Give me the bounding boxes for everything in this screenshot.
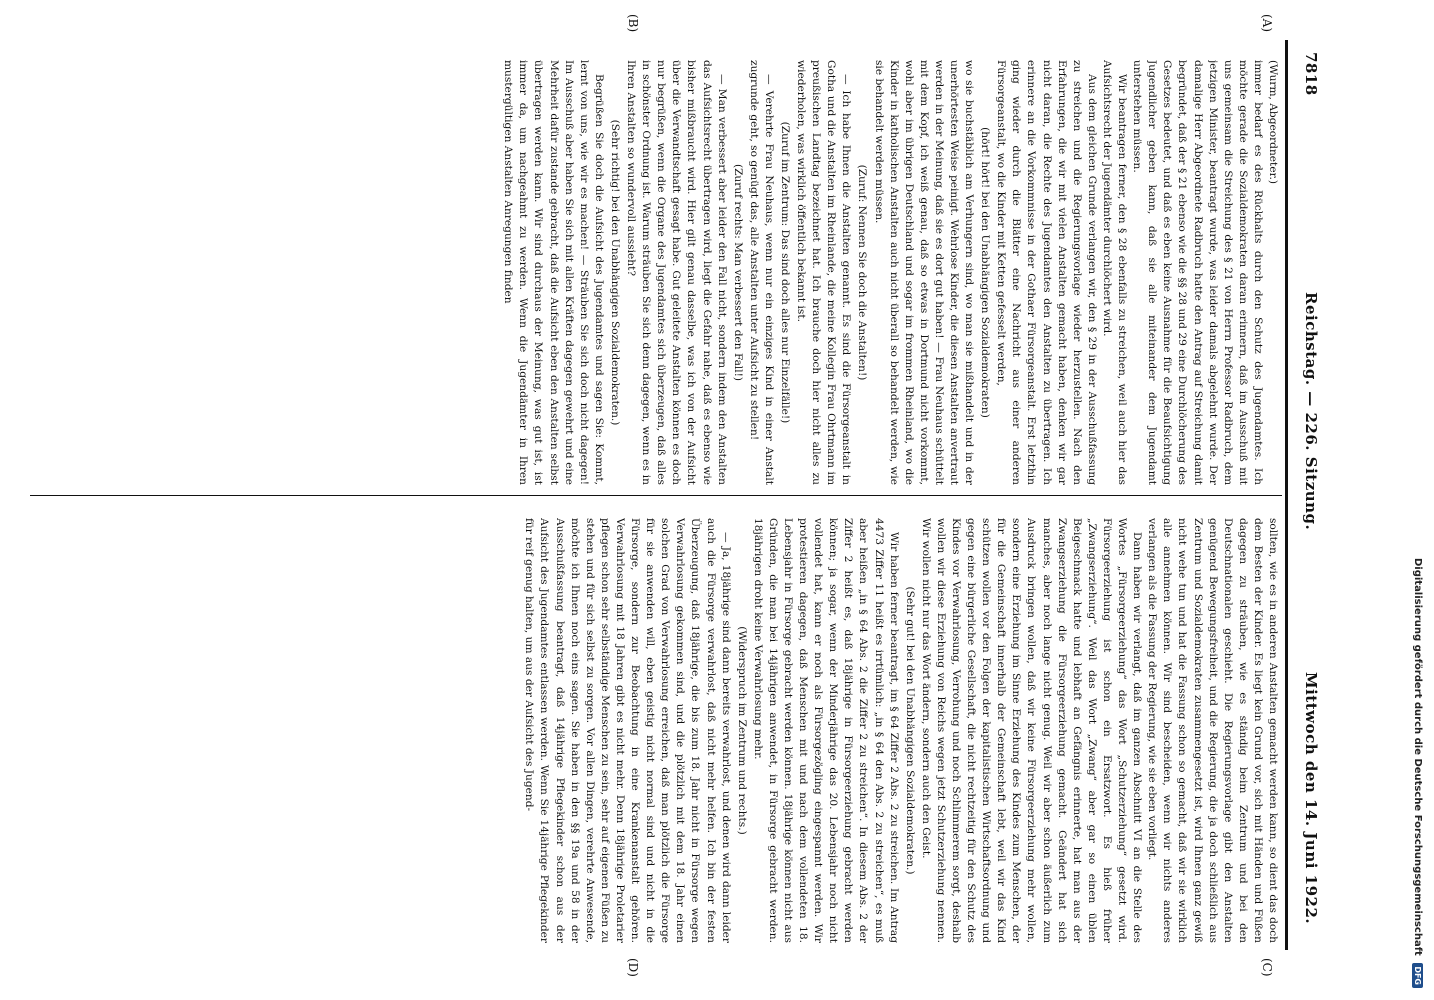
interjection: (Sehr richtig! bei den Unabhängigen Sozialdemokraten.) (608, 119, 621, 426)
column-divider (30, 495, 1282, 496)
digitization-credit (1405, 6, 1427, 994)
paragraph: Aus dem gleichen Grunde verlangen wir, den § 29 in der Ausschußfassung zu streichen und die Regierungsvorlage wieder herzustellen. Nach den Erfahrungen, die wir mit vielen Anstalten gemacht haben, denken wir gar nicht daran, die Rechte des Jugendamtes den Anstalten zu übertragen. Ich erinnere an die Vorkommnisse in der Gothaer Fürsorgeanstalt. Erst letzthin ging wieder durch die Blätter eine Nachricht aus einer anderen Fürsorgeanstalt, wo die Kinder mit Ketten gefesselt werden, (995, 60, 1098, 485)
paragraph: — Man verbessert aber leider den Fall nicht, sondern indem den Anstalten das Aufsichtsrecht übertragen wird, liegt die Gefahr nahe, daß es ebenso wie bisher mißbraucht wird. Hier gilt genau dasselbe, was ich von der Aufsicht über die Verwandtschaft gesagt habe. Gut geleitete Anstalten können es doch nur begrüßen, wenn die Organe des Jugendamtes sich überzeugen, daß alles in schönster Ordnung ist. Warum sträuben Sie sich denn dagegen, wenn es in Ihren Anstalten so wundervoll aussieht? (625, 60, 728, 485)
dfg-logo: DFG (1412, 963, 1423, 988)
paragraph: immer bedarf es des Rückhalts durch den Schutz des Jugendamtes. Ich möchte gerade die Sozialdemokraten daran erinnern, daß im Ausschuß mit uns gemeinsam die Streichung des § 21 von Herrn Professor Radbruch, dem jetzigen Minister, beantragt wurde, was leider damals abgelehnt wurde. Der damalige Herr Abgeordnete Radbruch hatte den Antrag auf Streichung damit begründet, daß der § 21 ebenso wie die §§ 28 und 29 eine Durchlöcherung des Gesetzes bedeutet, und daß es eben keine Ausnahme für die Beaufsichtigung Jugendlicher geben kann, daß sie alle miteinander dem Jugendamt unterstehen müssen. (1131, 60, 1264, 485)
margin-mark-b: (B) (626, 14, 640, 33)
speaker-label: (Wurm, Abgeordneter.) (1267, 60, 1279, 184)
paragraph: Begrüßen Sie doch die Aufsicht des Jugendamtes und sagen Sie: Kommt, lernt von uns, wie wir es machen! — Sträuben Sie sich doch nicht dagegen! Im Ausschuß aber haben Sie sich mit allen Kräften dagegen gewehrt und eine Mehrheit dafür zustande gebracht, daß die Aufsicht eben den Anstalten selbst übertragen werden kann. Wir sind durchaus der Meinung, was gut ist, ist immer da, um nachgeahmt zu werden. Wenn die Jugendämter in Ihren mustergültigen Anstalten Anregungen finden (502, 60, 605, 485)
interjection: (Widerspruch im Zentrum und rechts.) (735, 626, 748, 835)
left-text-column (30, 60, 1280, 485)
paragraph: — Ja, 18jährige sind dann bereits verwahrlost, und denen wird dann leider auch die Fürsorge verwahrlost, daß nicht mehr helfen. Ich bin der festen Überzeugung, daß 18jährige, die bis zum 18. Jahr nicht in Fürsorge wegen Verwahrlosung gekommen sind, und die plötzlich mit dem 18. Jahr einen solchen Grad von Verwahrlosung erreichen, daß man plötzlich die Fürsorge für sie anwenden will, eben geistig nicht normal sind und nicht in die Fürsorge, sondern zur Beobachtung in eine Krankenanstalt gehören. Verwahrlosung mit 18 Jahren gibt es nicht mehr. Denn 18jährige Proletarier pflegen schon sehr selbständige Menschen zu sein, sehr auf eigenen Füßen zu stehen und für sich selbst zu sorgen. Vor allen Dingen, verehrte Anwesende, möchte ich Ihnen noch eins sagen. Sie haben in den §§ 19a und 58 in der Ausschußfassung beantragt, daß 14jährige Pflegekinder schon aus der Aufsicht des Jugendamtes entlassen werden. Wenn Sie 14jährige Pflegekinder für reif genug halten, um aus der Aufsicht des Jugend- (523, 518, 732, 943)
interjection: (Zuruf: Nennen Sie doch die Anstalten!) (856, 164, 869, 381)
paragraph: — Ich habe Ihnen die Anstalten genannt. Es sind die Fürsorgeanstalt in Gotha und die Anstalten im Rheinlande, die meine Kollegin Frau Ohrtmann im preußischen Landtag bezeichnet hat. Ich brauche doch hier nicht alles zu wiederholen, was wirklich öffentlich bekannt ist. (795, 60, 853, 485)
paragraph: Wir beantragen ferner, den § 28 ebenfalls zu streichen, weil auch hier das Aufsichtsrecht der Jugendämter durchlöchert wird. (1100, 60, 1129, 485)
session-date: Mittwoch den 14. Juni 1922. (1302, 672, 1320, 925)
margin-mark-d: (D) (626, 958, 640, 977)
paragraph: Dann haben wir verlangt, daß im ganzen Abschnitt VI an die Stelle des Wortes „Fürsorgeerziehung“ das Wort „Schutzerziehung“ gesetzt wird. Fürsorgeerziehung ist schon ein Ersatzwort. Es hieß früher „Zwangserziehung“. Weil das Wort „Zwang“ aber gar so einen üblen Beigeschmack hatte und lebhaft an Gefängnis erinnerte, hat man aus der Zwangserziehung die Fürsorgeerziehung gemacht. Geändert hat sich manches, aber noch lange nicht genug. Weil wir aber schon äußerlich zum Ausdruck bringen wollen, daß wir keine Fürsorgeerziehung mehr wollen, sondern eine Erziehung im Sinne Erziehung des Kindes zum Menschen, der für die Gemeinschaft innerhalb der Gemeinschaft lebt, weil wir das Kind schützen wollen vor den Folgen der kapitalistischen Wirtschaftsordnung und gegen eine bürgerliche Gesellschaft, die nicht rechtzeitig für den Schutz des Kindes vor Verwahrlosung, Verrohung und noch Schlimmerem sorgt, deshalb wollen wir diese Erziehung von Reichs wegen jetzt Schutzerziehung nennen. Wir wollen nicht nur das Wort ändern, sondern auch den Geist. (919, 518, 1144, 943)
margin-mark-c: (C) (1260, 958, 1274, 977)
interjection: (hört! hört! bei den Unabhängigen Sozialdemokraten) (979, 127, 992, 418)
paragraph: sollten, wie es in anderen Anstalten gemacht werden kann, so dient das doch dem Besten der Kinder. Es liegt kein Grund vor, sich mit Händen und Füßen dagegen zu sträuben, wie es ständig beim Zentrum und bei den Deutschnationalen geschieht. Die Regierungsvorlage gibt den Anstalten genügend Bewegungsfreiheit, und die Regierung, die ja doch schließlich aus Zentrum und Sozialdemokraten zusammengesetzt ist, wird Ihnen ganz gewiß nicht wehe tun und hat die Fassung schon so gemacht, daß wir sie wirklich alle annehmen können. Wir sind bescheiden, wenn wir nichts anderes verlangen als die Fassung der Regierung, wie sie eben vorliegt. (1146, 518, 1279, 943)
paragraph: wo sie buchstäblich am Verhungern sind, wo man sie mißhandelt und in der unerhörtesten Weise peinigt. Wehrlose Kinder, die diesen Anstalten anvertraut werden in der Meinung, daß sie es dort gut haben! — Frau Neuhaus schüttelt mit dem Kopf, ich weiß genau, daß so etwas in Dortmund nicht vorkommt, wohl aber im übrigen Deutschland und sogar im frommen Rheinland, wo die Kinder in katholischen Anstalten auch nicht überall so behandelt werden, wie sie behandelt werden müssen. (872, 60, 976, 485)
digitization-text: Digitalisierung gefördert durch die Deutsche Forschungsgemeinschaft (1412, 557, 1423, 956)
interjection: (Zuruf im Zentrum: Das sind doch alles nur Einzelfälle!) (779, 121, 791, 424)
interjection: (Zuruf rechts: Man verbessert den Fall!) (731, 163, 744, 382)
paragraph: Wir haben ferner beantragt, im § 64 Ziffer 2 Abs. 2 zu streichen. Im Antrag 4473 Ziffer 11 heißt es irrtümlich: „in § 64 den Abs. 2 zu streichen“, es muß aber heißen „in § 64 Abs. 2 die Ziffer 2 zu streichen“. In diesem Abs. 2 der Ziffer 2 heißt es, daß 18jährige in Fürsorgeerziehung gebracht werden können; ja sogar, wenn der Minderjährige das 20. Lebensjahr noch nicht vollendet hat, kann er noch als Fürsorgezögling eingespannt werden. Wir protestieren dagegen, daß Menschen mit und nach dem vollendeten 18. Lebensjahr in Fürsorge gebracht werden können. 18jährige können nicht aus Gründen, die man bei 14jährigen anwendet, in Fürsorge gebracht werden. 18jährigen droht keine Verwahrlosung mehr. (751, 518, 900, 943)
interjection: (Sehr gut! bei den Unabhängigen Sozialdemokraten.) (903, 586, 916, 875)
page-number: 7818 (1302, 52, 1320, 96)
header-rule (1285, 40, 1288, 950)
right-text-column (30, 518, 1280, 943)
session-title: Reichstag. — 226. Sitzung. (1302, 292, 1320, 531)
margin-mark-a: (A) (1260, 14, 1274, 33)
running-head (1294, 52, 1322, 942)
paragraph: — Verehrte Frau Neuhaus, wenn nur ein einziges Kind in einer Anstalt zugrunde geht, so genügt das, alle Anstalten unter Aufsicht zu stellen! (747, 60, 775, 485)
